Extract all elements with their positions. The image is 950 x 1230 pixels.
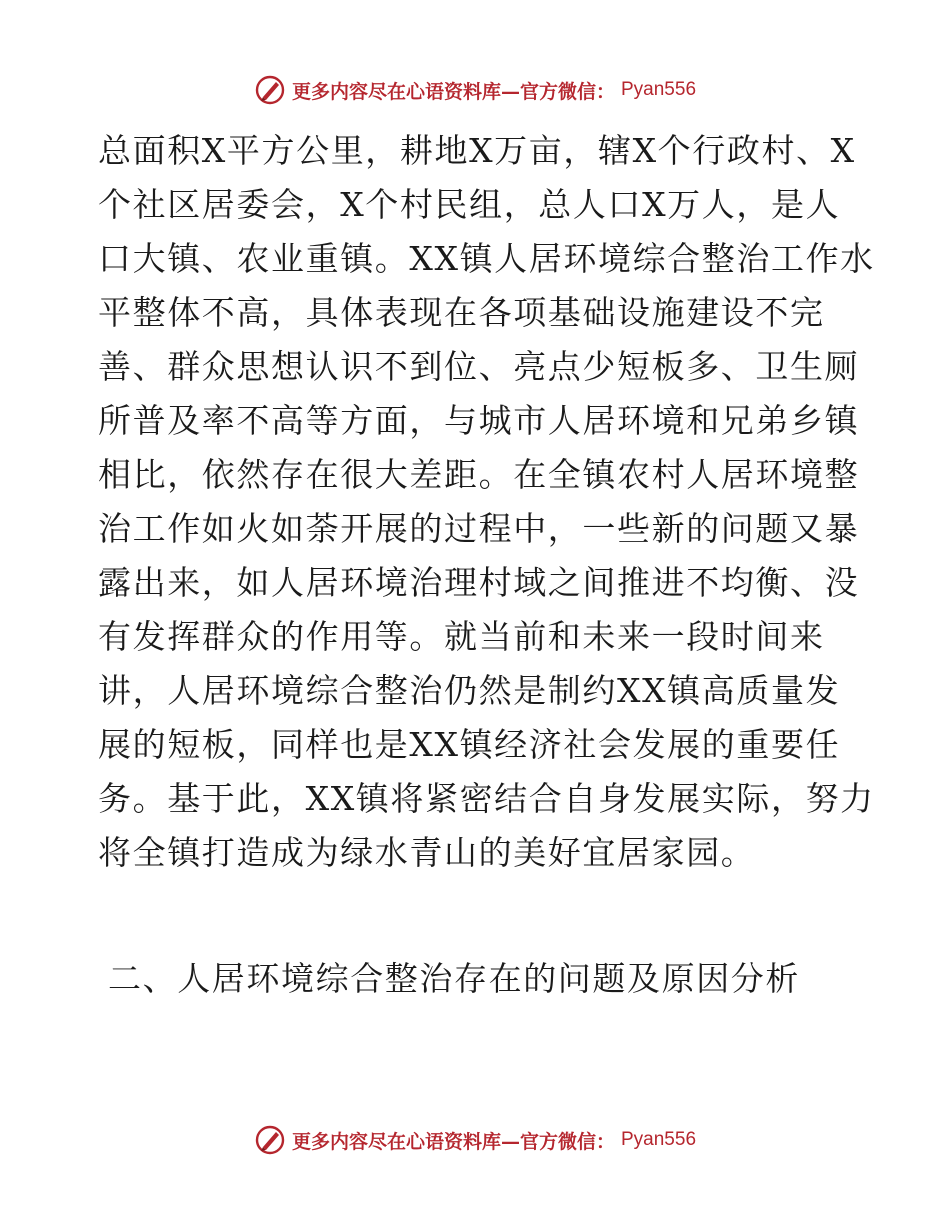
paragraph-line: 个社区居委会，X个村民组，总人口X万人，是人 [98, 185, 841, 224]
paragraph-line: 有发挥群众的作用等。就当前和未来一段时间来 [98, 617, 825, 656]
section-heading: 二、人居环境综合整治存在的问题及原因分析 [108, 959, 800, 998]
paragraph-line: 治工作如火如荼开展的过程中，一些新的问题又暴 [98, 509, 860, 548]
paragraph-line: 善、群众思想认识不到位、亮点少短板多、卫生厕 [98, 347, 860, 386]
paragraph-line: 口大镇、农业重镇。XX镇人居环境综合整治工作水 [98, 239, 875, 278]
paragraph-line: 务。基于此，XX镇将紧密结合自身发展实际，努力 [98, 779, 875, 818]
paragraph-line: 讲，人居环境综合整治仍然是制约XX镇高质量发 [98, 671, 841, 710]
watermark-text: 更多内容尽在心语资料库—官方微信： [291, 1130, 615, 1153]
paragraph-line: 相比，依然存在很大差距。在全镇农村人居环境整 [98, 455, 860, 494]
paragraph-line: 总面积X平方公里，耕地X万亩，辖X个行政村、X [98, 131, 856, 170]
header-watermark [0, 70, 950, 110]
paragraph-line: 露出来，如人居环境治理村域之间推进不均衡、没 [98, 563, 860, 602]
watermark-handle: Pyan556 [621, 1129, 697, 1150]
pen-logo-icon [254, 74, 286, 106]
pen-logo-icon [254, 1124, 286, 1156]
paragraph-line: 平整体不高，具体表现在各项基础设施建设不完 [98, 293, 825, 332]
paragraph-line: 将全镇打造成为绿水青山的美好宜居家园。 [98, 833, 756, 872]
document-body [98, 124, 875, 880]
footer-watermark [0, 1120, 950, 1160]
paragraph-line: 所普及率不高等方面，与城市人居环境和兄弟乡镇 [98, 401, 860, 440]
watermark-handle: Pyan556 [621, 79, 697, 100]
paragraph-line: 展的短板，同样也是XX镇经济社会发展的重要任 [98, 725, 841, 764]
watermark-text: 更多内容尽在心语资料库—官方微信： [291, 80, 615, 103]
